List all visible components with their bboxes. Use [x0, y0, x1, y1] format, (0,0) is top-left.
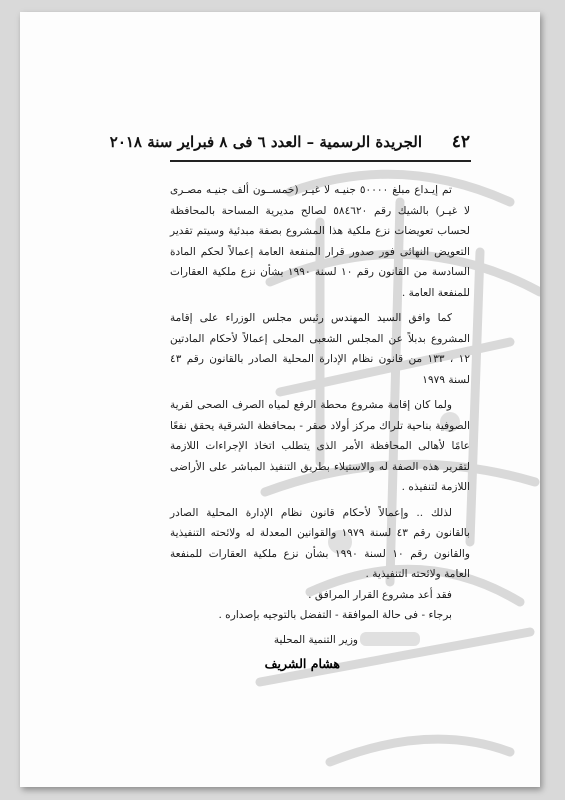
paragraph-approval: كما وافق السيد المهندس رئيس مجلس الوزراء على إقامة المشروع بدبلاً عن المجلس الشعبى المحلى إعمالاً لأحكام المادتين ١٢ ، ١٣٣ من قانون نظام الإدارة المحلية الصادر بالقانون رقم ٤٣ لسنة ١٩٧٩ [170, 312, 471, 386]
header-divider [170, 160, 471, 162]
paragraph-legal-basis: لذلك .. وإعمالاً لأحكام قانون نظام الإدارة المحلية الصادر بالقانون رقم ٤٣ لسنة ١٩٧٩ والقوانين المعدلة له ولائحته التنفيذية والقانون رقم ١٠ لسنة ١٩٩٠ بشأن نزع ملكية العقارات للمنفعة العامة ولائحته التنفيذية . [170, 506, 470, 580]
signature-title: وزير التنمية المحلية [273, 634, 358, 646]
journal-title: الجريدة الرسمية – العدد ٦ فى ٨ فبراير سنة ٢٠١٨ [109, 133, 422, 151]
paragraph-draft: فقد أعد مشروع القرار المرافق . [308, 588, 452, 601]
paragraph-request: برجاء - فى حالة الموافقة - التفضل بالتوجيه بإصداره . [218, 609, 452, 621]
signature-name: هشام الشريف [264, 656, 340, 671]
document-page [20, 12, 540, 787]
page-header [109, 132, 470, 156]
paragraph-project: ولما كان إقامة مشروع محطة الرفع لمياه الصرف الصحى لقرية الصوفية بناحية تلراك مركز أولاد صقر - بمحافظة الشرقية يحقق نفعًا عامًا لأهالى المحافظة الأمر الذى يتطلب اتخاذ الإجراءات اللازمة لتقرير هذه الصفة له والاستيلاء بطريق التنفيذ المباشر على الأراضى اللازمة لتنفيذه . [170, 399, 470, 493]
document-body [170, 180, 470, 626]
page-number: ٤٢ [451, 132, 470, 152]
paragraph-deposit: تم إيـداع مبلغ ٥٠٠٠٠ جنيـه لا غيـر (خمســون ألف جنيـه مصـرى لا غيـر) بالشيك رقم ٥٨٤٦٢٠ لصالح مديرية المساحة بالمحافظة لحساب تعويضات نزع ملكية هذا المشروع بصفة مبدئية وسيتم تقدير التعويض النهائى فور صدور قرار المنفعة العامة إعمالاً لحكم المادة السادسة من القانون رقم ١٠ لسنة ١٩٩٠ بشأن نزع ملكية العقارات للمنفعة العامة . [170, 184, 470, 299]
